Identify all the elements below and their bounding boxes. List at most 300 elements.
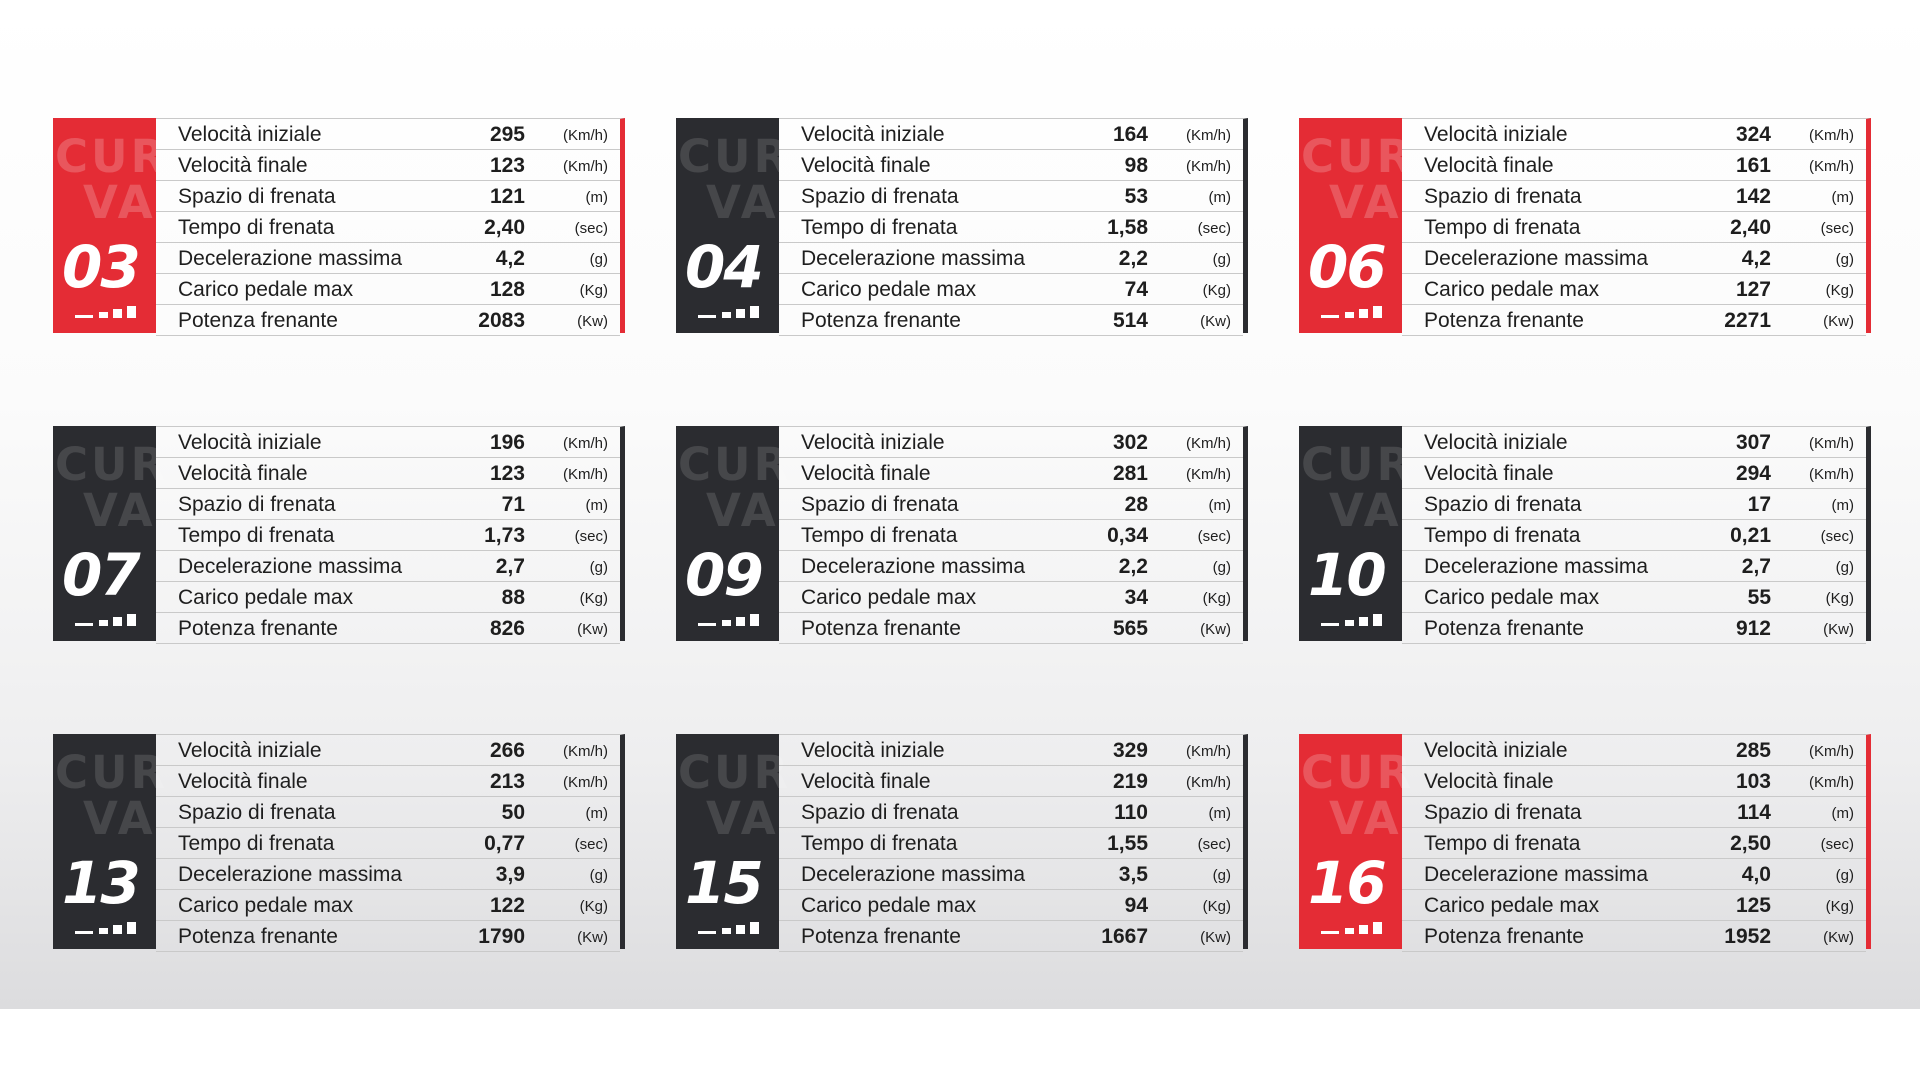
stat-label: Velocità finale: [801, 462, 931, 485]
stat-unit: (Km/h): [1809, 466, 1854, 483]
stat-value: 2,7: [495, 555, 525, 578]
stat-unit: (sec): [574, 836, 608, 853]
stat-row: [1402, 828, 1866, 859]
stat-label: Tempo di frenata: [1424, 216, 1581, 239]
stat-row: [1402, 458, 1866, 489]
stat-row: [156, 212, 620, 243]
stat-value: 94: [1124, 894, 1148, 917]
stat-unit: (g): [1835, 251, 1854, 268]
stat-row: [1402, 582, 1866, 613]
speed-bars-icon: [75, 921, 137, 934]
curva-watermark: VA: [83, 176, 156, 229]
stat-label: Velocità finale: [178, 462, 308, 485]
stat-value: 34: [1124, 586, 1148, 609]
stat-row: [779, 212, 1243, 243]
stat-label: Spazio di frenata: [1424, 185, 1582, 208]
stat-row: [156, 735, 620, 766]
stat-label: Carico pedale max: [801, 586, 977, 609]
stat-value: 4,0: [1741, 863, 1771, 886]
stat-label: Potenza frenante: [801, 309, 961, 332]
speed-bars-icon: [1321, 613, 1383, 626]
stat-row: [156, 274, 620, 305]
stat-value: 4,2: [495, 247, 525, 270]
stat-row: [156, 119, 620, 150]
stat-unit: (Kg): [579, 898, 608, 915]
stat-value: 329: [1112, 739, 1148, 762]
stat-value: 2,40: [484, 216, 525, 239]
curve-badge: [53, 734, 169, 949]
stat-unit: (Kg): [579, 590, 608, 607]
curva-watermark: VA: [1329, 792, 1402, 845]
stat-value: 213: [489, 770, 525, 793]
stat-row: [1402, 305, 1866, 336]
stat-value: 3,9: [495, 863, 525, 886]
curve-badge: [676, 118, 792, 333]
stat-value: 2,2: [1118, 247, 1148, 270]
stat-label: Velocità iniziale: [1424, 739, 1568, 762]
speed-bars-icon: [1321, 305, 1383, 318]
stat-unit: (Kg): [1825, 590, 1854, 607]
curve-number: 09: [685, 541, 762, 609]
stat-unit: (Kw): [1200, 929, 1231, 946]
stat-label: Decelerazione massima: [801, 555, 1026, 578]
stat-row: [779, 551, 1243, 582]
stat-value: 125: [1735, 894, 1771, 917]
stat-row: [156, 890, 620, 921]
stat-unit: (sec): [1820, 528, 1854, 545]
stat-row: [1402, 119, 1866, 150]
stat-row: [779, 766, 1243, 797]
stat-label: Decelerazione massima: [801, 247, 1026, 270]
stat-row: [779, 243, 1243, 274]
stat-row: [156, 243, 620, 274]
stat-value: 127: [1735, 278, 1771, 301]
stat-row: [779, 181, 1243, 212]
stat-unit: (Km/h): [563, 435, 608, 452]
stat-label: Tempo di frenata: [178, 524, 335, 547]
stat-label: Potenza frenante: [801, 925, 961, 948]
curve-card: [676, 734, 1248, 949]
stat-row: [1402, 921, 1866, 952]
stat-value: 2083: [478, 309, 525, 332]
stat-unit: (sec): [1820, 220, 1854, 237]
stat-value: 123: [489, 154, 525, 177]
stat-label: Carico pedale max: [1424, 278, 1600, 301]
stat-unit: (Km/h): [563, 774, 608, 791]
stat-value: 17: [1747, 493, 1771, 516]
stat-value: 307: [1735, 431, 1771, 454]
stat-row: [1402, 181, 1866, 212]
stat-value: 1790: [478, 925, 525, 948]
stat-label: Carico pedale max: [801, 894, 977, 917]
stat-row: [1402, 735, 1866, 766]
stat-label: Decelerazione massima: [178, 555, 403, 578]
curve-badge: [53, 118, 169, 333]
curve-card: [1299, 118, 1871, 333]
stat-unit: (m): [1208, 497, 1231, 514]
stat-row: [779, 274, 1243, 305]
stat-row: [156, 305, 620, 336]
stat-label: Spazio di frenata: [1424, 493, 1582, 516]
stats-table: [779, 118, 1248, 333]
stats-table: [1402, 734, 1871, 949]
stat-unit: (Kw): [1823, 929, 1854, 946]
stat-label: Tempo di frenata: [1424, 524, 1581, 547]
stat-label: Velocità iniziale: [801, 123, 945, 146]
curva-watermark: CUR: [678, 130, 792, 183]
stat-label: Decelerazione massima: [801, 863, 1026, 886]
stat-value: 196: [489, 431, 525, 454]
stat-label: Velocità iniziale: [1424, 431, 1568, 454]
stat-label: Carico pedale max: [178, 586, 354, 609]
stat-unit: (Km/h): [1809, 127, 1854, 144]
stat-unit: (g): [589, 251, 608, 268]
curve-badge: [676, 426, 792, 641]
curve-card: [1299, 734, 1871, 949]
stat-row: [779, 150, 1243, 181]
stat-label: Tempo di frenata: [178, 216, 335, 239]
stat-value: 295: [489, 123, 525, 146]
stat-value: 1,58: [1107, 216, 1148, 239]
stat-value: 98: [1124, 154, 1148, 177]
stat-value: 294: [1735, 462, 1771, 485]
stat-unit: (Kg): [1825, 282, 1854, 299]
stat-value: 565: [1112, 617, 1148, 640]
curva-watermark: CUR: [1301, 438, 1415, 491]
stat-row: [1402, 613, 1866, 644]
stat-unit: (Kw): [1200, 621, 1231, 638]
stat-label: Carico pedale max: [1424, 894, 1600, 917]
speed-bars-icon: [698, 305, 760, 318]
curve-number: 15: [685, 849, 762, 917]
stat-row: [156, 859, 620, 890]
curve-card: [53, 734, 625, 949]
stat-unit: (Kw): [577, 313, 608, 330]
stat-value: 324: [1735, 123, 1771, 146]
stats-table: [156, 118, 625, 333]
speed-bars-icon: [75, 613, 137, 626]
stat-value: 55: [1747, 586, 1771, 609]
stat-row: [156, 520, 620, 551]
stat-row: [1402, 520, 1866, 551]
stat-unit: (Km/h): [1186, 743, 1231, 760]
stat-unit: (sec): [1197, 528, 1231, 545]
stat-value: 103: [1735, 770, 1771, 793]
stat-row: [779, 735, 1243, 766]
stat-label: Decelerazione massima: [178, 247, 403, 270]
curva-watermark: CUR: [1301, 130, 1415, 183]
curve-number: 10: [1308, 541, 1385, 609]
stat-label: Tempo di frenata: [801, 216, 958, 239]
stat-row: [156, 921, 620, 952]
stat-unit: (Kg): [1202, 282, 1231, 299]
stat-label: Carico pedale max: [178, 894, 354, 917]
stat-label: Potenza frenante: [801, 617, 961, 640]
curve-badge: [1299, 118, 1415, 333]
speed-bars-icon: [698, 921, 760, 934]
stat-value: 1,73: [484, 524, 525, 547]
stat-row: [156, 181, 620, 212]
stat-row: [779, 890, 1243, 921]
speed-bars-icon: [75, 305, 137, 318]
stat-label: Velocità finale: [178, 770, 308, 793]
stat-unit: (sec): [574, 220, 608, 237]
curva-watermark: CUR: [678, 438, 792, 491]
stat-value: 2,2: [1118, 555, 1148, 578]
stat-unit: (Km/h): [1809, 743, 1854, 760]
stat-value: 302: [1112, 431, 1148, 454]
curve-badge: [676, 734, 792, 949]
stat-unit: (g): [589, 559, 608, 576]
curve-card: [1299, 426, 1871, 641]
stat-unit: (Km/h): [1809, 435, 1854, 452]
curve-number: 03: [62, 233, 139, 301]
stat-value: 285: [1735, 739, 1771, 762]
stat-unit: (sec): [1820, 836, 1854, 853]
stat-value: 281: [1112, 462, 1148, 485]
stat-unit: (Km/h): [1809, 158, 1854, 175]
stat-label: Spazio di frenata: [801, 185, 959, 208]
curva-watermark: VA: [83, 484, 156, 537]
stat-unit: (Kg): [579, 282, 608, 299]
stat-row: [1402, 274, 1866, 305]
curve-number: 13: [62, 849, 139, 917]
stat-row: [1402, 150, 1866, 181]
stat-unit: (m): [1831, 497, 1854, 514]
stat-row: [1402, 427, 1866, 458]
stat-unit: (Kw): [1823, 621, 1854, 638]
stat-label: Decelerazione massima: [178, 863, 403, 886]
stat-value: 128: [489, 278, 525, 301]
stat-row: [1402, 243, 1866, 274]
curve-badge: [1299, 734, 1415, 949]
stats-table: [779, 734, 1248, 949]
curva-watermark: VA: [1329, 484, 1402, 537]
stat-row: [156, 582, 620, 613]
stat-value: 219: [1112, 770, 1148, 793]
stat-label: Potenza frenante: [178, 617, 338, 640]
stat-unit: (Km/h): [1186, 127, 1231, 144]
stat-label: Velocità finale: [801, 154, 931, 177]
stat-label: Velocità finale: [801, 770, 931, 793]
stat-value: 142: [1735, 185, 1771, 208]
stat-value: 912: [1735, 617, 1771, 640]
stat-value: 28: [1124, 493, 1148, 516]
stat-row: [779, 458, 1243, 489]
stat-unit: (Km/h): [1809, 774, 1854, 791]
speed-bars-icon: [698, 613, 760, 626]
stat-value: 2,50: [1730, 832, 1771, 855]
stat-unit: (Km/h): [1186, 774, 1231, 791]
curva-watermark: VA: [706, 484, 779, 537]
stat-value: 4,2: [1741, 247, 1771, 270]
stat-unit: (Km/h): [563, 466, 608, 483]
stat-unit: (m): [1208, 189, 1231, 206]
stat-row: [779, 119, 1243, 150]
stat-label: Velocità iniziale: [801, 739, 945, 762]
stat-unit: (Km/h): [1186, 158, 1231, 175]
stat-row: [1402, 797, 1866, 828]
stat-label: Velocità iniziale: [178, 739, 322, 762]
stat-value: 514: [1112, 309, 1148, 332]
stat-label: Velocità iniziale: [178, 123, 322, 146]
curva-watermark: CUR: [55, 130, 169, 183]
stat-row: [779, 797, 1243, 828]
stat-unit: (g): [1835, 867, 1854, 884]
stat-label: Potenza frenante: [1424, 925, 1584, 948]
stat-row: [1402, 551, 1866, 582]
curve-number: 07: [62, 541, 139, 609]
stat-value: 50: [501, 801, 525, 824]
stat-row: [779, 520, 1243, 551]
stat-unit: (Kw): [1823, 313, 1854, 330]
stat-unit: (m): [1831, 805, 1854, 822]
stat-value: 826: [489, 617, 525, 640]
stat-unit: (g): [589, 867, 608, 884]
curva-watermark: CUR: [55, 438, 169, 491]
stat-unit: (g): [1212, 251, 1231, 268]
stat-row: [156, 613, 620, 644]
stat-unit: (Kg): [1202, 898, 1231, 915]
stat-unit: (Kw): [577, 621, 608, 638]
stat-unit: (Kw): [1200, 313, 1231, 330]
stat-unit: (m): [585, 189, 608, 206]
stat-value: 2,40: [1730, 216, 1771, 239]
stat-unit: (Kg): [1825, 898, 1854, 915]
speed-bars-icon: [1321, 921, 1383, 934]
stat-value: 2,7: [1741, 555, 1771, 578]
stat-label: Velocità finale: [1424, 462, 1554, 485]
stat-unit: (sec): [1197, 220, 1231, 237]
stat-label: Spazio di frenata: [801, 801, 959, 824]
stat-value: 1,55: [1107, 832, 1148, 855]
stat-row: [156, 150, 620, 181]
stat-label: Spazio di frenata: [178, 185, 336, 208]
stat-label: Spazio di frenata: [801, 493, 959, 516]
stat-value: 71: [501, 493, 525, 516]
stat-unit: (sec): [574, 528, 608, 545]
stat-unit: (m): [585, 497, 608, 514]
stat-value: 123: [489, 462, 525, 485]
stat-row: [779, 613, 1243, 644]
stat-value: 114: [1737, 801, 1771, 824]
stat-value: 53: [1124, 185, 1148, 208]
curva-watermark: CUR: [678, 746, 792, 799]
stat-label: Potenza frenante: [1424, 617, 1584, 640]
curve-number: 04: [685, 233, 762, 301]
stat-row: [779, 427, 1243, 458]
stat-row: [779, 828, 1243, 859]
stat-value: 161: [1735, 154, 1771, 177]
curve-number: 06: [1308, 233, 1385, 301]
stat-label: Tempo di frenata: [1424, 832, 1581, 855]
curve-card: [53, 118, 625, 333]
stat-unit: (Km/h): [563, 158, 608, 175]
stat-label: Carico pedale max: [1424, 586, 1600, 609]
stat-row: [1402, 890, 1866, 921]
stat-unit: (m): [1208, 805, 1231, 822]
stat-value: 2271: [1724, 309, 1771, 332]
stat-row: [779, 305, 1243, 336]
stat-value: 266: [489, 739, 525, 762]
stat-unit: (sec): [1197, 836, 1231, 853]
stat-label: Decelerazione massima: [1424, 863, 1649, 886]
stat-label: Velocità finale: [1424, 770, 1554, 793]
stat-row: [156, 828, 620, 859]
stat-row: [779, 921, 1243, 952]
stats-table: [779, 426, 1248, 641]
stat-label: Tempo di frenata: [801, 524, 958, 547]
curva-watermark: VA: [706, 792, 779, 845]
stat-row: [156, 551, 620, 582]
stat-unit: (m): [585, 805, 608, 822]
stat-unit: (Km/h): [563, 127, 608, 144]
stat-row: [1402, 489, 1866, 520]
stat-label: Spazio di frenata: [178, 801, 336, 824]
curva-watermark: CUR: [55, 746, 169, 799]
stat-label: Carico pedale max: [178, 278, 354, 301]
stat-value: 164: [1112, 123, 1148, 146]
stat-row: [779, 582, 1243, 613]
stat-label: Carico pedale max: [801, 278, 977, 301]
stat-value: 110: [1114, 801, 1148, 824]
stat-row: [779, 489, 1243, 520]
stat-label: Velocità iniziale: [178, 431, 322, 454]
stat-label: Spazio di frenata: [178, 493, 336, 516]
stat-unit: (Km/h): [1186, 435, 1231, 452]
curva-watermark: CUR: [1301, 746, 1415, 799]
stat-value: 0,34: [1107, 524, 1148, 547]
stat-row: [156, 797, 620, 828]
stats-table: [1402, 118, 1871, 333]
stat-value: 1667: [1101, 925, 1148, 948]
curve-card: [53, 426, 625, 641]
stat-unit: (g): [1835, 559, 1854, 576]
stat-value: 74: [1124, 278, 1148, 301]
curve-badge: [1299, 426, 1415, 641]
stat-row: [156, 427, 620, 458]
stat-value: 88: [501, 586, 525, 609]
stats-table: [1402, 426, 1871, 641]
stat-row: [156, 458, 620, 489]
stat-unit: (Km/h): [563, 743, 608, 760]
curve-card: [676, 118, 1248, 333]
stat-row: [156, 489, 620, 520]
stats-table: [156, 426, 625, 641]
curve-number: 16: [1308, 849, 1385, 917]
stat-unit: (g): [1212, 867, 1231, 884]
curve-badge: [53, 426, 169, 641]
curva-watermark: VA: [83, 792, 156, 845]
stat-unit: (Km/h): [1186, 466, 1231, 483]
stat-label: Velocità finale: [1424, 154, 1554, 177]
stat-value: 122: [489, 894, 525, 917]
stat-value: 3,5: [1118, 863, 1148, 886]
curve-card: [676, 426, 1248, 641]
stat-value: 0,77: [484, 832, 525, 855]
curva-watermark: VA: [1329, 176, 1402, 229]
stat-unit: (Kg): [1202, 590, 1231, 607]
stat-label: Tempo di frenata: [178, 832, 335, 855]
stat-label: Potenza frenante: [178, 925, 338, 948]
stat-label: Velocità iniziale: [1424, 123, 1568, 146]
stat-value: 1952: [1724, 925, 1771, 948]
stat-value: 0,21: [1730, 524, 1771, 547]
stat-label: Decelerazione massima: [1424, 247, 1649, 270]
stats-table: [156, 734, 625, 949]
stat-row: [1402, 212, 1866, 243]
stat-row: [1402, 766, 1866, 797]
